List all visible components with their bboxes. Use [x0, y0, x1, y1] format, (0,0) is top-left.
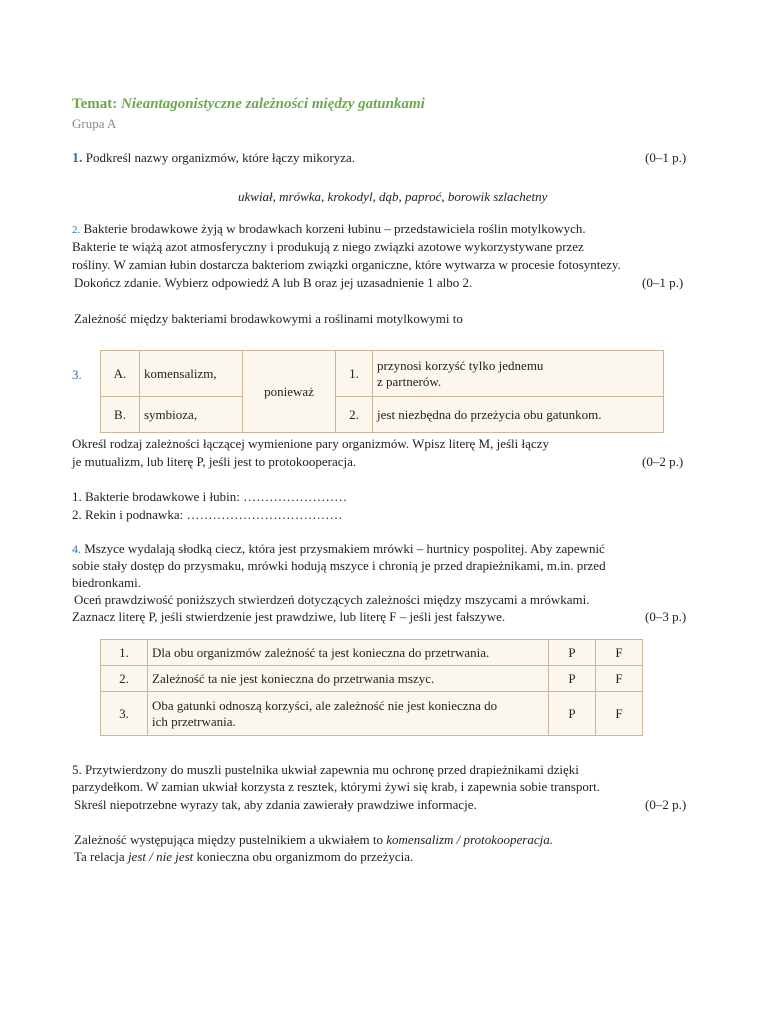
question-1-options: ukwiał, mrówka, krokodyl, dąb, paproć, borowik szlachetny	[238, 189, 548, 204]
sentence-1-text: Zależność występująca między pustelnikiem a ukwiałem to	[74, 832, 387, 847]
statement-2-text: Zależność ta nie jest konieczna do przetrwania mszyc.	[148, 666, 549, 692]
statement-2-false[interactable]: F	[596, 666, 643, 692]
question-4-line-1	[72, 541, 605, 557]
option-b-text: symbioza,	[140, 397, 243, 433]
question-2-text-1: Bakterie brodawkowe żyją w brodawkach korzeni łubinu – przedstawiciela roślin motylkowych.	[83, 221, 586, 236]
table-row	[101, 666, 643, 692]
question-4-line-3: biedronkami.	[72, 575, 141, 590]
page-title	[72, 96, 425, 113]
question-5-points: (0–2 p.)	[645, 797, 687, 812]
question-4-points: (0–3 p.)	[645, 609, 687, 624]
question-5-sentence-2	[74, 849, 413, 865]
question-3-item-1: 1. Bakterie brodawkowe i łubin: ……………………	[72, 489, 348, 504]
question-3-line-1: Określ rodzaj zależności łączącej wymienione pary organizmów. Wpisz literę M, jeśli łączy	[72, 436, 549, 451]
question-3-line-2: je mutualizm, lub literę P, jeśli jest to protokooperacja.	[72, 454, 357, 469]
question-1-text: Podkreśl nazwy organizmów, które łączy mikoryza.	[85, 150, 356, 165]
statement-3-text	[148, 692, 549, 736]
question-5-line-1: 5. Przytwierdzony do muszli pustelnika ukwiał zapewnia mu ochronę przed drapieżnikami dzięki	[72, 762, 579, 777]
reason-1-number: 1.	[336, 351, 373, 397]
table-row	[101, 640, 643, 666]
true-false-table	[100, 639, 643, 736]
question-4-text-1: Mszyce wydalają słodką ciecz, która jest przysmakiem mrówki – hurtnicy pospolitej. Aby zapewnić	[84, 541, 605, 556]
statement-3-line-2: ich przetrwania.	[152, 713, 236, 729]
reason-2-number: 2.	[336, 397, 373, 433]
statement-1-false[interactable]: F	[596, 640, 643, 666]
reason-2-text: jest niezbędna do przeżycia obu gatunkom.	[373, 397, 664, 433]
option-a-text: komensalizm,	[140, 351, 243, 397]
question-4-line-2: sobie stały dostęp do przysmaku, mrówki hodują mszyce i chronią je przed drapieżnikami, m.in. przed	[72, 558, 606, 573]
sentence-2-choice[interactable]: jest / nie jest	[127, 849, 194, 864]
question-4-line-5: Zaznacz literę P, jeśli stwierdzenie jest prawdziwe, lub literę F – jeśli jest fałszywe.	[72, 609, 506, 624]
option-a-letter: A.	[101, 351, 140, 397]
statement-1-text: Dla obu organizmów zależność ta jest konieczna do przetrwania.	[148, 640, 549, 666]
title-topic: Nieantagonistyczne zależności między gatunkami	[121, 96, 425, 112]
sentence-2-prefix: Ta relacja	[74, 849, 128, 864]
because-cell: ponieważ	[243, 351, 336, 433]
choice-table	[100, 350, 664, 433]
table-3-number: 3.	[72, 367, 82, 382]
question-1-number: 1.	[72, 151, 83, 166]
statement-3-false[interactable]: F	[596, 692, 643, 736]
question-5-line-3: Skreśl niepotrzebne wyrazy tak, aby zdania zawierały prawdziwe informacje.	[74, 797, 477, 812]
question-2-number: 2.	[72, 224, 81, 236]
reason-1-text	[373, 351, 664, 397]
question-2-line-4: Dokończ zdanie. Wybierz odpowiedź A lub B oraz jej uzasadnienie 1 albo 2.	[74, 275, 473, 290]
question-2-line-1	[72, 221, 586, 237]
question-5-line-2: parzydełkom. W zamian ukwiał korzysta z resztek, którymi żywi się krab, i zapewnia sobie transport.	[72, 779, 601, 794]
option-b-letter: B.	[101, 397, 140, 433]
group-label: Grupa A	[72, 116, 117, 131]
statement-2-number: 2.	[101, 666, 148, 692]
question-1	[72, 150, 355, 167]
statement-2-true[interactable]: P	[549, 666, 596, 692]
question-4-number: 4.	[72, 542, 81, 556]
reason-1-line-2: z partnerów.	[377, 373, 442, 389]
statement-1-true[interactable]: P	[549, 640, 596, 666]
question-4-line-4: Oceń prawdziwość poniższych stwierdzeń dotyczących zależności między mszycami a mrówkami.	[74, 592, 590, 607]
statement-3-line-1: Oba gatunki odnoszą korzyści, ale zależność nie jest konieczna do	[152, 697, 498, 713]
question-2-points: (0–1 p.)	[642, 275, 684, 290]
sentence-1-choice[interactable]: komensalizm / protokooperacja.	[386, 832, 553, 847]
question-3-points: (0–2 p.)	[642, 454, 684, 469]
table-row	[101, 692, 643, 736]
reason-1-line-1: przynosi korzyść tylko jednemu	[377, 357, 544, 373]
statement-3-true[interactable]: P	[549, 692, 596, 736]
question-3-item-2: 2. Rekin i podnawka: ………………………………	[72, 507, 343, 522]
statement-3-number: 3.	[101, 692, 148, 736]
question-2-stem: Zależność między bakteriami brodawkowymi a roślinami motylkowymi to	[74, 311, 463, 326]
statement-1-number: 1.	[101, 640, 148, 666]
sentence-2-suffix: konieczna obu organizmom do przeżycia.	[193, 849, 414, 864]
question-2-line-2: Bakterie te wiążą azot atmosferyczny i produkują z niego związki azotowe wykorzystywane przez	[72, 239, 584, 254]
question-2-line-3: rośliny. W zamian łubin dostarcza bakteriom związki organiczne, które wytwarza w procesie fotosyntezy.	[72, 257, 621, 272]
question-1-points: (0–1 p.)	[645, 150, 687, 165]
title-prefix: Temat:	[72, 96, 118, 112]
question-5-sentence-1	[74, 832, 553, 848]
